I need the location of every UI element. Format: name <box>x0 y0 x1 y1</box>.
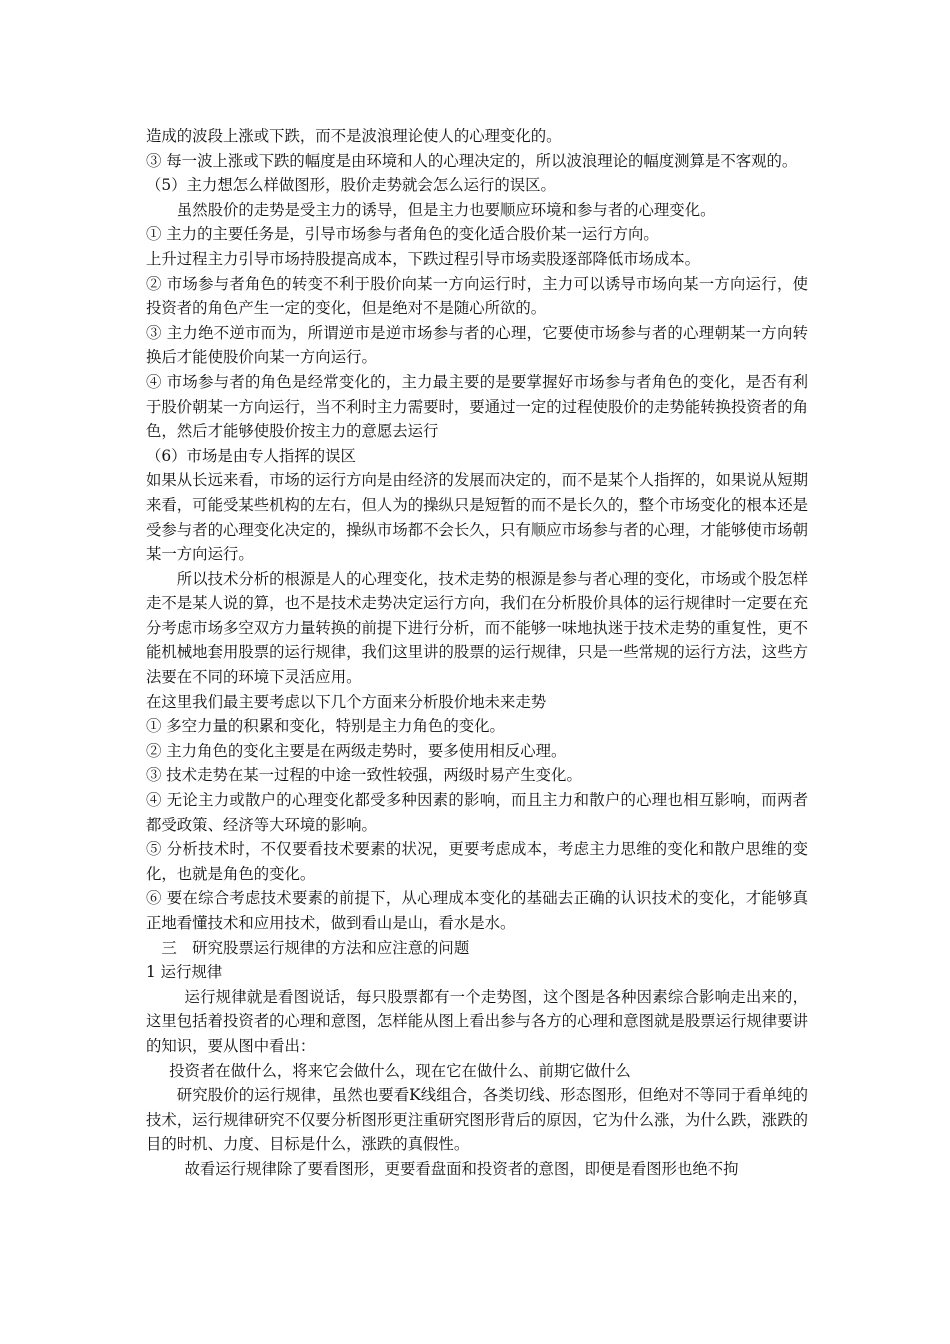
list-item-main-force-3: ③ 主力绝不逆市而为，所谓逆市是逆市场参与者的心理，它要使市场参与者的心理朝某一方向转换后才能使股价向某一方向运行。 <box>146 323 808 367</box>
paragraph-view-rules: 故看运行规律除了要看图形，更要看盘面和投资者的意图，即便是看图形也绝不拘 <box>184 1159 739 1178</box>
paragraph-analysis-factors-intro: 在这里我们最主要考虑以下几个方面来分析股价地未来走势 <box>146 692 547 711</box>
paragraph-cost-guidance: 上升过程主力引导市场持股提高成本，下跌过程引导市场卖股逐部降低市场成本。 <box>146 249 701 268</box>
paragraph-market-direction: 如果从长远来看，市场的运行方向是由经济的发展而决定的，而不是某个人指挥的，如果说从短期来看，可能受某些机构的左右，但人为的操纵只是短暂的而不是长久的，整个市场变化的根本还是受参与者的心理变化决定的，操纵市场都不会长久，只有顺应市场参与者的心理，才能够使市场朝某一方向运行。 <box>146 471 808 564</box>
list-item-factor-3: ③ 技术走势在某一过程的中途一致性较强，两级时易产生变化。 <box>146 766 582 785</box>
paragraph-operating-rules: 运行规律就是看图说话，每只股票都有一个走势图，这个图是各种因素综合影响走出来的，这里包括着投资者的心理和意图，怎样能从图上看出参与各方的心理和意图就是股票运行规律要讲的知识，要从图中看出： <box>146 987 808 1055</box>
list-item-factor-4: ④ 无论主力或散户的心理变化都受多种因素的影响，而且主力和散户的心理也相互影响，而两者都受政策、经济等大环境的影响。 <box>146 791 808 834</box>
list-item-main-force-2: ② 市场参与者角色的转变不利于股价向某一方向运行时，主力可以诱导市场向某一方向运行，使投资者的角色产生一定的变化，但是绝对不是随心所欲的。 <box>146 274 808 318</box>
list-item-factor-6: ⑥ 要在综合考虑技术要素的前提下，从心理成本变化的基础去正确的认识技术的变化，才能够真正地看懂技术和应用技术，做到看山是山，看水是水。 <box>146 889 808 932</box>
paragraph-technical-analysis-root: 所以技术分析的根源是人的心理变化，技术走势的根源是参与者心理的变化，市场或个股怎样走不是某人说的算，也不是技术走势决定运行方向，我们在分析股价具体的运行规律时一定要在充分考虑市场多空双方力量转换的前提下进行分析，而不能够一味地执迷于技术走势的重复性，更不能机械地套用股票的运行规律，我们这里讲的股票的运行规律，只是一些常规的运行方法，这些方法要在不同的环境下灵活应用。 <box>146 569 808 687</box>
list-item-factor-5: ⑤ 分析技术时，不仅要看技术要素的状况，更要考虑成本，考虑主力思维的变化和散户思维的变化，也就是角色的变化。 <box>146 840 808 883</box>
paragraph-wave-amplitude: ③ 每一波上涨或下跌的幅度是由环境和人的心理决定的，所以波浪理论的幅度测算是不客观的。 <box>146 151 798 170</box>
list-item-factor-1: ① 多空力量的积累和变化，特别是主力角色的变化。 <box>146 717 505 736</box>
paragraph-investor-behavior: 投资者在做什么，将来它会做什么，现在它在做什么、前期它做什么 <box>169 1061 631 1080</box>
section-heading-3: 三 研究股票运行规律的方法和应注意的问题 <box>161 938 470 957</box>
paragraph-wave-cause: 造成的波段上涨或下跌，而不是波浪理论使人的心理变化的。 <box>146 127 562 145</box>
list-item-main-force-1: ① 主力的主要任务是，引导市场参与者角色的变化适合股价某一运行方向。 <box>146 225 659 244</box>
list-item-main-force-4: ④ 市场参与者的角色是经常变化的，主力最主要的是要掌握好市场参与者角色的变化，是否有利于股价朝某一方向运行，当不利时主力需要时，要通过一定的过程使股价的走势能转换投资者的角色，然后才能够使股价按主力的意愿去运行 <box>146 372 808 441</box>
list-item-factor-2: ② 主力角色的变化主要是在两级走势时，要多使用相反心理。 <box>146 741 567 760</box>
heading-misconception-6: （6）市场是由专人指挥的误区 <box>146 446 356 465</box>
subsection-heading-1: 1 运行规律 <box>146 963 223 982</box>
paragraph-main-force-intro: 虽然股价的走势是受主力的诱导，但是主力也要顺应环境和参与者的心理变化。 <box>176 200 716 219</box>
document-body <box>146 124 808 1182</box>
paragraph-study-rules: 研究股价的运行规律，虽然也要看K线组合，各类切线、形态图形，但绝对不等同于看单纯的技术，运行规律研究不仅要分析图形更注重研究图形背后的原因，它为什么涨，为什么跌，涨跌的目的时机、力度、目标是什么，涨跌的真假性。 <box>146 1086 808 1154</box>
heading-misconception-5: （5）主力想怎么样做图形，股价走势就会怎么运行的误区。 <box>146 176 556 195</box>
